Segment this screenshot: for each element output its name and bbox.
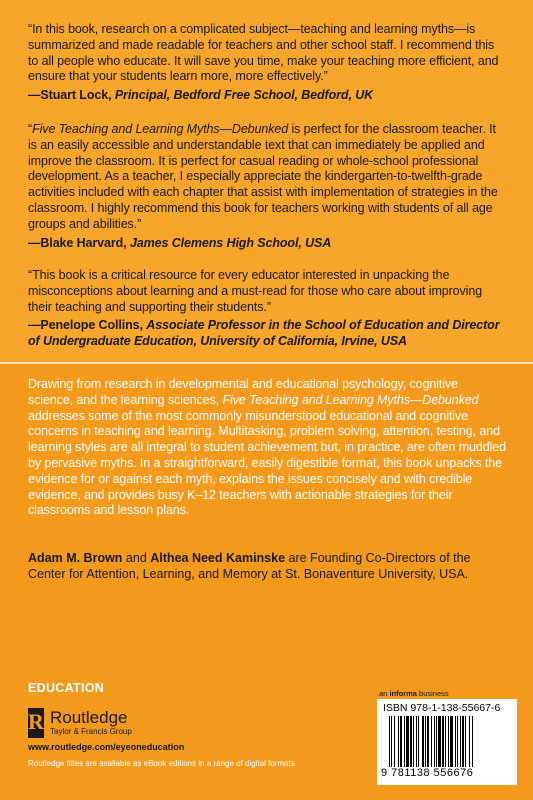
barcode-bar xyxy=(416,716,417,768)
publisher-url: www.routledge.com/eyeoneducation xyxy=(28,742,185,752)
author-bio-text: are Founding Co-Directors of the Center for Attention, Learning, and Memory at St. Bonaventure University, USA. xyxy=(28,551,471,581)
barcode-bar xyxy=(391,716,392,768)
endorsement-author: —Stuart Lock, xyxy=(28,88,112,103)
barcode-bar xyxy=(438,716,441,768)
endorsement-author: —Blake Harvard, xyxy=(28,235,127,250)
author-conjunction: and xyxy=(122,551,151,565)
barcode-bar xyxy=(450,716,453,768)
book-title: Five Teaching and Learning Myths—Debunked xyxy=(222,392,479,407)
endorsement-1 xyxy=(28,22,506,104)
barcode-bar xyxy=(398,716,399,768)
informa-prefix: an xyxy=(379,689,390,698)
open-quote: “ xyxy=(28,122,33,136)
description-part: Drawing from research in developmental and educational psychology, cognitive science, and the learning sciences, xyxy=(28,377,458,407)
endorsement-attribution xyxy=(28,88,506,104)
barcode-bar xyxy=(462,716,464,768)
barcode-bar xyxy=(425,716,426,768)
book-title: Five Teaching and Learning Myths—Debunked xyxy=(32,122,289,136)
endorsement-text xyxy=(28,122,506,233)
publisher-logo xyxy=(28,707,132,739)
author-name: Althea Need Kaminske xyxy=(150,551,286,565)
barcode-bar xyxy=(418,716,419,768)
endorsement-2 xyxy=(28,122,506,251)
barcode-bar xyxy=(445,716,446,768)
publisher-name: Routledge xyxy=(50,708,128,727)
barcode-bar xyxy=(436,716,437,768)
subject-category: EDUCATION xyxy=(28,681,105,695)
endorsement-text: “This book is a critical resource for every educator interested in unpacking the misconceptions about learning and a must-read for those who care about improving their teaching and supporting their students.” xyxy=(28,268,483,314)
isbn-label: ISBN 978-1-138-55667-6 xyxy=(383,702,501,714)
barcode-bar xyxy=(389,716,390,768)
endorsement-attribution xyxy=(28,236,506,252)
barcode-bar xyxy=(427,716,429,768)
barcode-bar xyxy=(394,716,395,768)
barcode-bar xyxy=(413,716,414,768)
endorsement-affiliation: Associate Professor in the School of Education and Director of Undergraduate Education, University of California, Irvine, USA xyxy=(28,318,500,349)
barcode-bars xyxy=(389,716,507,770)
barcode-bar xyxy=(410,716,412,768)
endorsement-affiliation: James Clemens High School, USA xyxy=(129,235,332,250)
barcode-number: 9 781138 556676 xyxy=(381,767,474,779)
endorsement-3 xyxy=(28,268,506,350)
barcode-bar xyxy=(400,716,402,768)
author-bio xyxy=(28,551,508,583)
ebook-note: Routledge titles are available as eBook editions in a range of digital formats xyxy=(28,759,295,768)
barcode-bar xyxy=(460,716,461,768)
barcode-bar xyxy=(406,716,409,768)
description-part: addresses some of the most commonly misunderstood educational and cognitive concerns in teaching and learning. Multitasking, problem solving, attention, testing, and learning styles are all integral to student achievement but, in practice, are often muddled by pervasive myths. In a straightforward, easily digestible format, this book unpacks the evidence for or against each myth, explains the issues concisely and with credible evidence, and provides busy K–12 teachers with actionable strategies for their classrooms and lesson plans. xyxy=(28,408,506,518)
barcode-bar xyxy=(457,716,458,768)
informa-business xyxy=(379,689,449,698)
barcode-bar xyxy=(404,716,405,768)
barcode-bar xyxy=(442,716,444,768)
barcode-bar xyxy=(422,716,424,768)
barcode-bar xyxy=(455,716,456,768)
barcode-bar xyxy=(448,716,449,768)
informa-suffix: business xyxy=(416,689,449,698)
barcode-bar xyxy=(472,716,473,768)
endorsement-text: “In this book, research on a complicated subject—teaching and learning myths—is summarized and made readable for teachers and other school staff. I recommend this to all people who educate. It will save you time, make your teaching more efficient, and ensure that your students learn more, more effectively.” xyxy=(28,22,499,84)
divider xyxy=(0,362,533,364)
barcode xyxy=(377,699,517,785)
endorsement-body: is perfect for the classroom teacher. It is an easily accessible and understandable text that can immediately be applied and improve the classroom. It is perfect for casual reading or whole-school professional development. As a teacher, I especially appreciate the kindergarten-to-twelfth-grade activities included with each chapter that assist with implementation of strategies in the classroom. I highly recommend this book for teachers working with students of all age groups and abilities.” xyxy=(28,122,498,231)
barcode-bar xyxy=(434,716,435,768)
endorsement-affiliation: Principal, Bedford Free School, Bedford, UK xyxy=(114,88,374,103)
barcode-bar xyxy=(465,716,466,768)
endorsement-author: —Penelope Collins, xyxy=(28,318,143,333)
book-description xyxy=(28,377,506,519)
endorsement-attribution xyxy=(28,318,506,350)
routledge-logo-icon: R xyxy=(28,708,44,738)
barcode-bar xyxy=(431,716,432,768)
informa-brand: informa xyxy=(389,689,417,698)
publisher-group: Taylor & Francis Group xyxy=(50,727,132,736)
author-name: Adam M. Brown xyxy=(28,551,123,565)
barcode-bar xyxy=(469,716,470,768)
